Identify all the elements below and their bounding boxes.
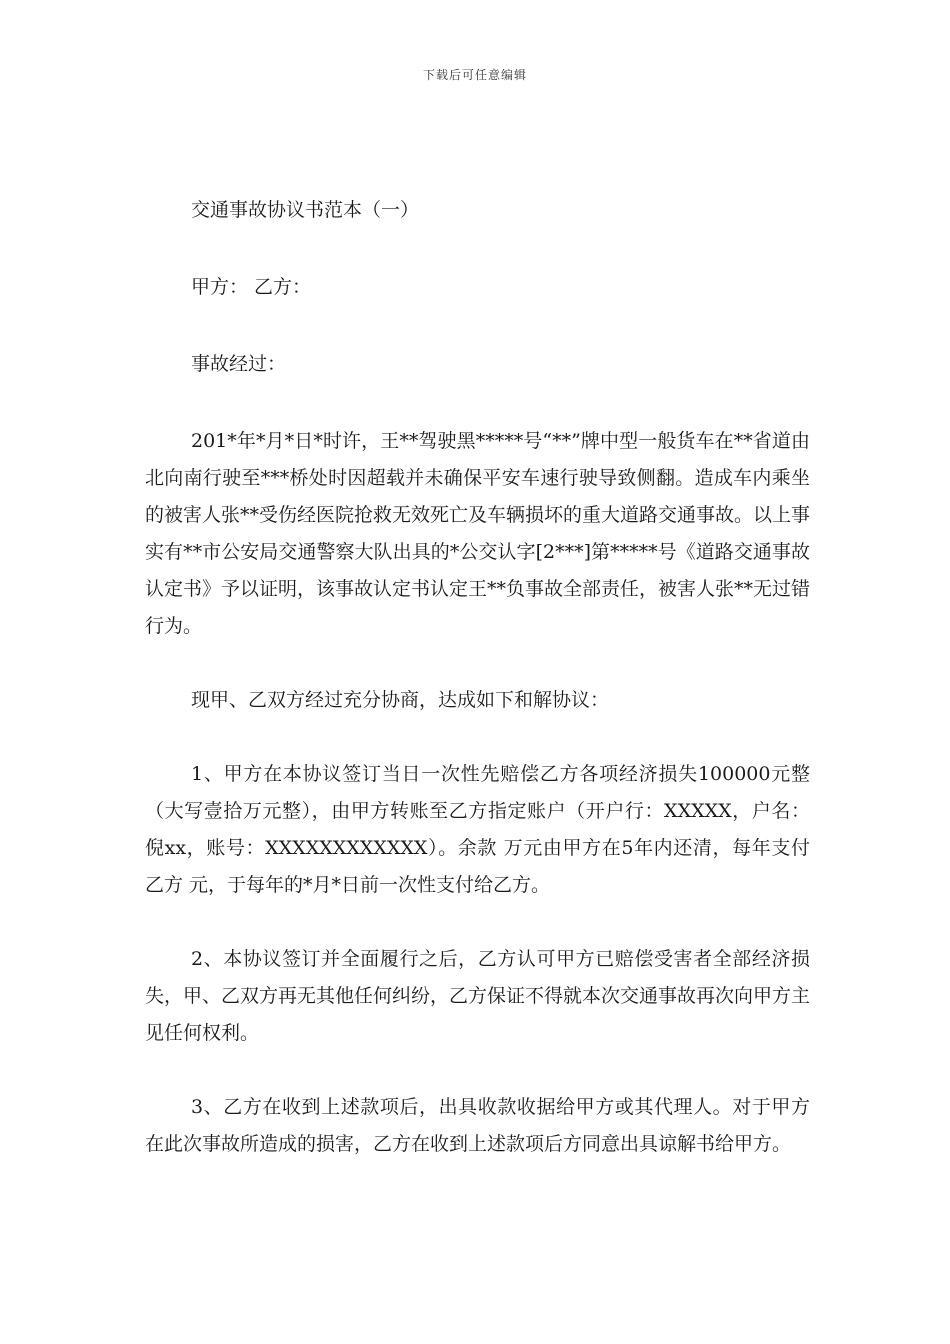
parties-line: 甲方： 乙方：: [191, 276, 312, 298]
clause-3: 3、乙方在收到上述款项后，出具收款收据给甲方或其代理人。对于甲方在此次事故所造成的损害，乙方在收到上述款项后方同意出具谅解书给甲方。: [145, 1096, 810, 1155]
header-note: 下载后可任意编辑: [422, 68, 527, 82]
document-body: [145, 192, 810, 1163]
clause-1: 1、甲方在本协议签订当日一次性先赔偿乙方各项经济损失100000元整（大写壹拾万元整），由甲方转账至乙方指定账户（开户行：XXXXX，户名：倪xx，账号：XXXXXXXXXXXX）。余款 万元由甲方在5年内还清，每年支付乙方 元，于每年的*月*日前一次性支付给乙方。: [145, 763, 810, 896]
accident-paragraph: 201*年*月*日*时许，王**驾驶黑*****号“**”牌中型一般货车在**省道由北向南行驶至***桥处时因超载并未确保平安车速行驶导致侧翻。造成车内乘坐的被害人张**受伤经医院抢救无效死亡及车辆损坏的重大道路交通事故。以上事实有**市公安局交通警察大队出具的*公交认字[2***]第*****号《道路交通事故认定书》予以证明，该事故认定书认定王**负事故全部责任，被害人张**无过错行为。: [145, 430, 811, 637]
accident-heading: 事故经过：: [191, 353, 287, 375]
clause-2: 2、本协议签订并全面履行之后，乙方认可甲方已赔偿受害者全部经济损失，甲、乙双方再无其他任何纠纷，乙方保证不得就本次交通事故再次向甲方主见任何权利。: [145, 948, 811, 1044]
document-title: 交通事故协议书范本（一）: [191, 199, 420, 221]
agreement-intro: 现甲、乙双方经过充分协商，达成如下和解协议：: [191, 689, 610, 711]
